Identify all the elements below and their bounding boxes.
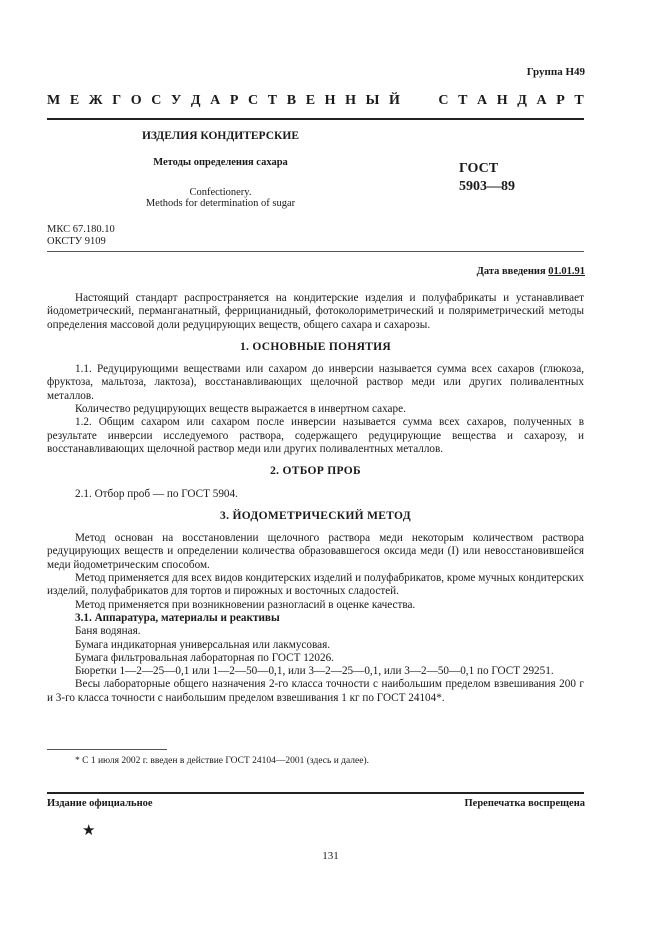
paragraph-1-1: 1.1. Редуцирующими веществами или сахаром до инверсии называется сумма всех сахаров (глюкоза, фруктоза, мальтоза, лактоза), восстанавливающих щелочной раствор меди или других поливалентных металлов. (47, 363, 584, 402)
banner-letter: Ж (88, 93, 103, 108)
banner-letter: Д (517, 93, 527, 108)
gost-label: ГОСТ (459, 161, 499, 176)
paragraph-3-a: Метод основан на восстановлении щелочного раствора меди некоторым количеством раствора редуцирующих веществ и определении количества образовавшегося оксида меди (I) или невосстановившейся меди йодометрическим способом. (47, 532, 584, 571)
document-body (47, 292, 584, 705)
banner-letter: Г (112, 93, 122, 108)
introduction-date (477, 266, 585, 277)
paragraph-3-c: Метод применяется при возникновении разногласий в оценке качества. (75, 598, 416, 611)
banner-letter: С (151, 93, 162, 108)
footer-rule (47, 792, 584, 794)
banner-letter: Р (556, 93, 565, 108)
title-english-2: Methods for determination of sugar (145, 198, 296, 209)
document-subtitle: Методы определения сахара (153, 157, 288, 168)
okstu-code: ОКСТУ 9109 (47, 236, 106, 247)
banner-letter: Е (305, 93, 316, 108)
official-edition-label: Издание официальное (47, 798, 153, 809)
banner-letter: С (248, 93, 259, 108)
banner-letter: Й (389, 93, 400, 108)
section-2-heading: 2. ОТБОР ПРОБ (270, 465, 361, 478)
banner-letter: В (286, 93, 297, 108)
group-code: Группа Н49 (526, 66, 585, 78)
document-title: ИЗДЕЛИЯ КОНДИТЕРСКИЕ (141, 130, 299, 142)
banner-letter: Е (69, 93, 80, 108)
paragraph-2-1: 2.1. Отбор проб — по ГОСТ 5904. (75, 487, 238, 500)
equipment-item: Весы лабораторные общего назначения 2-го класса точности с наибольшим пределом взвешивания 200 г и 3-го класса точности с наибольшим пределом взвешивания 1 кг по ГОСТ 24104*. (47, 678, 584, 704)
section-3-heading: 3. ЙОДОМЕТРИЧЕСКИЙ МЕТОД (220, 509, 411, 522)
intro-paragraph: Настоящий стандарт распространяется на кондитерские изделия и полуфабрикаты и устанавливает йодометрический, перманганатный, феррицианидный, фотоколориметрический и поляриметрический методы определения массовой доли редуцирующих веществ, общего сахара и сахарозы. (47, 292, 584, 331)
banner-letter: О (130, 93, 142, 108)
banner-letter: Т (458, 93, 468, 108)
banner-letter: Н (345, 93, 357, 108)
header-rule (47, 251, 584, 252)
mks-code: МКС 67.180.10 (47, 224, 115, 235)
banner-letter: Т (267, 93, 278, 108)
classification-codes (47, 224, 115, 248)
banner-letter: Н (496, 93, 508, 108)
equipment-item: Баня водяная. (75, 625, 141, 638)
footnote-rule (47, 749, 167, 750)
reprint-prohibited-label: Перепечатка воспрещена (464, 798, 585, 809)
banner-letter: Р (229, 93, 239, 108)
banner-letter: С (438, 93, 449, 108)
interstate-standard-banner (47, 93, 584, 109)
banner-letter: А (210, 93, 221, 108)
banner-letter: А (477, 93, 488, 108)
star-icon: ★ (82, 823, 96, 839)
banner-letter: Д (190, 93, 201, 108)
top-rule (47, 118, 584, 120)
paragraph-1-2: 1.2. Общим сахаром или сахаром после инверсии называется сумма всех сахаров, полученных в результате инверсии исследуемого раствора, содержащего редуцирующие вещества и сахарозу, и восстанавливающих щелочной раствор меди или других поливалентных металлов. (47, 416, 584, 455)
banner-letter: Т (574, 93, 584, 108)
page-number: 131 (322, 850, 339, 862)
date-value: 01.01.91 (548, 266, 585, 277)
equipment-item: Бумага индикаторная универсальная или лакмусовая. (75, 638, 331, 651)
gost-code: 5903—89 (459, 179, 515, 194)
banner-letter: Ы (365, 93, 380, 108)
banner-letter: У (171, 93, 182, 108)
paragraph-1-1b: Количество редуцирующих веществ выражается в инвертном сахаре. (75, 403, 406, 416)
section-1-heading: 1. ОСНОВНЫЕ ПОНЯТИЯ (240, 340, 391, 353)
equipment-item: Бумага фильтровальная лабораторная по ГОСТ 12026. (75, 651, 334, 664)
subsection-3-1-heading: 3.1. Аппаратура, материалы и реактивы (75, 611, 280, 624)
paragraph-3-b: Метод применяется для всех видов кондитерских изделий и полуфабрикатов, кроме мучных кондитерских изделий, полуфабрикатов для тортов и пирожных и восточных сладостей. (47, 572, 584, 598)
equipment-item: Бюретки 1—2—25—0,1 или 1—2—50—0,1, или 3—2—25—0,1, или 3—2—50—0,1 по ГОСТ 29251. (75, 665, 554, 678)
banner-letter: Н (324, 93, 336, 108)
footnote: * С 1 июля 2002 г. введен в действие ГОСТ 24104—2001 (здесь и далее). (75, 756, 370, 766)
banner-letter: А (536, 93, 547, 108)
title-english-1: Confectionery. (189, 187, 252, 198)
gost-number (459, 160, 515, 196)
banner-letter: М (47, 93, 61, 108)
date-label: Дата введения (476, 266, 549, 277)
